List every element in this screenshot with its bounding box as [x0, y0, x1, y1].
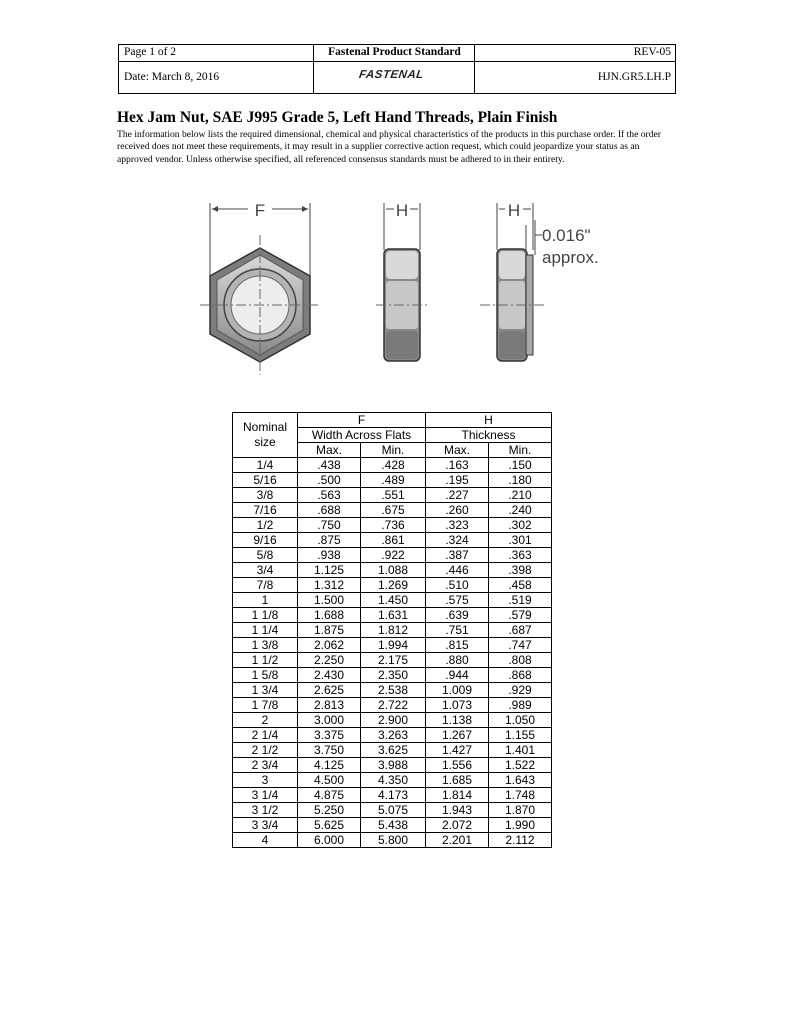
- cell-f-max: 1.312: [298, 578, 361, 593]
- cell-nominal-size: 1: [233, 593, 298, 608]
- cell-h-max: .639: [426, 608, 489, 623]
- table-row: [233, 653, 552, 668]
- cell-h-max: .446: [426, 563, 489, 578]
- cell-f-max: 1.500: [298, 593, 361, 608]
- cell-h-max: 1.814: [426, 788, 489, 803]
- cell-h-max: .163: [426, 458, 489, 473]
- cell-h-min: .808: [489, 653, 552, 668]
- label-f: F: [254, 201, 266, 220]
- cell-h-max: 2.201: [426, 833, 489, 848]
- side-view: [376, 201, 428, 361]
- cell-f-min: 5.438: [361, 818, 426, 833]
- table-row: [233, 818, 552, 833]
- cell-nominal-size: 1/4: [233, 458, 298, 473]
- cell-f-min: 2.350: [361, 668, 426, 683]
- cell-f-max: 3.750: [298, 743, 361, 758]
- cell-h-min: .210: [489, 488, 552, 503]
- page-number: Page 1 of 2: [124, 46, 177, 58]
- h-subheader: Thickness: [426, 428, 552, 443]
- cell-f-min: 1.450: [361, 593, 426, 608]
- h-header: H: [426, 413, 552, 428]
- cell-nominal-size: 2 1/4: [233, 728, 298, 743]
- cell-f-min: 2.538: [361, 683, 426, 698]
- label-h-detail: H: [507, 201, 521, 220]
- date: Date: March 8, 2016: [124, 71, 220, 83]
- cell-nominal-size: 3 1/2: [233, 803, 298, 818]
- cell-nominal-size: 3/4: [233, 563, 298, 578]
- revision: REV-05: [633, 46, 671, 58]
- cell-f-min: .675: [361, 503, 426, 518]
- cell-h-min: 1.748: [489, 788, 552, 803]
- cell-h-max: 2.072: [426, 818, 489, 833]
- table-row: [233, 623, 552, 638]
- h-min-header: Min.: [489, 443, 552, 458]
- cell-f-max: 2.625: [298, 683, 361, 698]
- table-row: [233, 473, 552, 488]
- cell-h-max: .510: [426, 578, 489, 593]
- header-row-bottom: [119, 62, 675, 93]
- cell-h-max: 1.556: [426, 758, 489, 773]
- cell-h-max: 1.685: [426, 773, 489, 788]
- cell-nominal-size: 7/16: [233, 503, 298, 518]
- cell-f-min: .551: [361, 488, 426, 503]
- cell-f-min: 3.263: [361, 728, 426, 743]
- standard-title: Fastenal Product Standard: [328, 46, 461, 58]
- cell-f-min: .489: [361, 473, 426, 488]
- cell-h-min: .687: [489, 623, 552, 638]
- table-row: [233, 503, 552, 518]
- cell-f-min: 4.350: [361, 773, 426, 788]
- cell-f-max: .938: [298, 548, 361, 563]
- cell-nominal-size: 1 3/4: [233, 683, 298, 698]
- cell-f-min: .861: [361, 533, 426, 548]
- header-cell-code: [475, 62, 675, 93]
- f-header: F: [298, 413, 426, 428]
- table-row: [233, 788, 552, 803]
- cell-f-max: 2.813: [298, 698, 361, 713]
- cell-nominal-size: 2 1/2: [233, 743, 298, 758]
- page-title: Hex Jam Nut, SAE J995 Grade 5, Left Hand Threads, Plain Finish: [117, 109, 558, 126]
- table-row: [233, 488, 552, 503]
- cell-h-min: .302: [489, 518, 552, 533]
- cell-f-max: 6.000: [298, 833, 361, 848]
- cell-h-min: .989: [489, 698, 552, 713]
- cell-f-max: .500: [298, 473, 361, 488]
- table-row: [233, 548, 552, 563]
- nominal-size-header: Nominal size: [233, 413, 298, 458]
- cell-f-max: 3.375: [298, 728, 361, 743]
- cell-f-max: 5.250: [298, 803, 361, 818]
- cell-f-max: 4.875: [298, 788, 361, 803]
- dimensions-table: [232, 412, 552, 848]
- side-view-detail: [480, 201, 599, 361]
- cell-f-max: .563: [298, 488, 361, 503]
- header-cell-logo: [314, 62, 475, 93]
- cell-h-min: .519: [489, 593, 552, 608]
- hex-jam-nut-drawing: [200, 195, 620, 385]
- cell-h-min: .301: [489, 533, 552, 548]
- front-view: [200, 201, 320, 375]
- cell-f-max: 1.875: [298, 623, 361, 638]
- cell-f-min: 1.812: [361, 623, 426, 638]
- cell-h-max: 1.267: [426, 728, 489, 743]
- table-row: [233, 563, 552, 578]
- cell-h-max: 1.073: [426, 698, 489, 713]
- table-row: [233, 743, 552, 758]
- chamfer-value: 0.016": [542, 226, 591, 245]
- cell-h-max: 1.009: [426, 683, 489, 698]
- cell-f-min: 2.900: [361, 713, 426, 728]
- cell-h-min: .579: [489, 608, 552, 623]
- table-row: [233, 713, 552, 728]
- cell-f-max: 4.500: [298, 773, 361, 788]
- cell-h-min: .150: [489, 458, 552, 473]
- cell-f-max: 3.000: [298, 713, 361, 728]
- cell-f-max: 2.062: [298, 638, 361, 653]
- cell-f-min: .736: [361, 518, 426, 533]
- cell-f-min: 1.631: [361, 608, 426, 623]
- cell-f-min: 5.800: [361, 833, 426, 848]
- cell-h-min: 1.050: [489, 713, 552, 728]
- cell-nominal-size: 5/8: [233, 548, 298, 563]
- cell-f-min: 1.269: [361, 578, 426, 593]
- cell-f-min: 1.088: [361, 563, 426, 578]
- cell-h-max: .880: [426, 653, 489, 668]
- table-row: [233, 728, 552, 743]
- cell-f-max: 2.430: [298, 668, 361, 683]
- cell-h-max: .575: [426, 593, 489, 608]
- table-row: [233, 458, 552, 473]
- cell-f-max: 4.125: [298, 758, 361, 773]
- document-header: [118, 44, 676, 94]
- cell-f-min: 2.722: [361, 698, 426, 713]
- cell-h-min: .868: [489, 668, 552, 683]
- cell-h-min: .363: [489, 548, 552, 563]
- cell-f-max: 1.688: [298, 608, 361, 623]
- cell-h-min: 1.643: [489, 773, 552, 788]
- chamfer-approx: approx.: [542, 248, 599, 267]
- cell-h-max: 1.427: [426, 743, 489, 758]
- table-row: [233, 758, 552, 773]
- document-code: HJN.GR5.LH.P: [597, 71, 671, 83]
- cell-f-min: 3.625: [361, 743, 426, 758]
- cell-nominal-size: 7/8: [233, 578, 298, 593]
- cell-h-min: 1.401: [489, 743, 552, 758]
- cell-f-max: .688: [298, 503, 361, 518]
- f-subheader: Width Across Flats: [298, 428, 426, 443]
- cell-h-max: .815: [426, 638, 489, 653]
- cell-f-min: .922: [361, 548, 426, 563]
- f-min-header: Min.: [361, 443, 426, 458]
- cell-nominal-size: 1 1/8: [233, 608, 298, 623]
- cell-h-max: 1.138: [426, 713, 489, 728]
- cell-h-min: 1.522: [489, 758, 552, 773]
- table-row: [233, 578, 552, 593]
- fastenal-logo: FASTENAL: [358, 69, 425, 81]
- cell-nominal-size: 3/8: [233, 488, 298, 503]
- cell-h-max: 1.943: [426, 803, 489, 818]
- cell-f-min: 1.994: [361, 638, 426, 653]
- header-row-top: [119, 45, 675, 62]
- cell-f-max: 2.250: [298, 653, 361, 668]
- table-row: [233, 638, 552, 653]
- cell-nominal-size: 2 3/4: [233, 758, 298, 773]
- cell-h-max: .944: [426, 668, 489, 683]
- table-row: [233, 593, 552, 608]
- cell-h-max: .260: [426, 503, 489, 518]
- table-row: [233, 773, 552, 788]
- table-row: [233, 668, 552, 683]
- cell-f-min: 4.173: [361, 788, 426, 803]
- cell-nominal-size: 3: [233, 773, 298, 788]
- f-max-header: Max.: [298, 443, 361, 458]
- h-max-header: Max.: [426, 443, 489, 458]
- cell-nominal-size: 4: [233, 833, 298, 848]
- cell-h-max: .227: [426, 488, 489, 503]
- table-row: [233, 803, 552, 818]
- cell-h-min: .398: [489, 563, 552, 578]
- cell-h-max: .323: [426, 518, 489, 533]
- cell-nominal-size: 3 1/4: [233, 788, 298, 803]
- cell-f-min: 3.988: [361, 758, 426, 773]
- cell-nominal-size: 1 5/8: [233, 668, 298, 683]
- cell-h-min: .458: [489, 578, 552, 593]
- header-cell-standard: [314, 45, 475, 61]
- cell-h-min: 1.870: [489, 803, 552, 818]
- cell-nominal-size: 9/16: [233, 533, 298, 548]
- cell-h-min: .747: [489, 638, 552, 653]
- cell-h-max: .195: [426, 473, 489, 488]
- table-row: [233, 608, 552, 623]
- header-cell-date: [119, 62, 314, 93]
- cell-nominal-size: 5/16: [233, 473, 298, 488]
- cell-f-max: .750: [298, 518, 361, 533]
- cell-nominal-size: 1 1/4: [233, 623, 298, 638]
- cell-f-min: .428: [361, 458, 426, 473]
- label-h-side: H: [395, 201, 409, 220]
- table-row: [233, 683, 552, 698]
- cell-h-max: .387: [426, 548, 489, 563]
- intro-paragraph: The information below lists the required dimensional, chemical and physical characteristics of the products in this purchase order. If the order received does not meet these requirements, it may result in a supplier corrective action request, which could jeopardize your status as an approved vendor. Unless otherwise specified, all referenced consensus standards must be adhered to in their entirety.: [117, 129, 662, 165]
- header-cell-page: [119, 45, 314, 61]
- cell-nominal-size: 1/2: [233, 518, 298, 533]
- table-row: [233, 518, 552, 533]
- cell-f-max: 5.625: [298, 818, 361, 833]
- cell-h-min: 1.155: [489, 728, 552, 743]
- cell-f-max: 1.125: [298, 563, 361, 578]
- table-row: [233, 833, 552, 848]
- cell-f-max: .438: [298, 458, 361, 473]
- cell-nominal-size: 2: [233, 713, 298, 728]
- cell-h-max: .751: [426, 623, 489, 638]
- cell-h-min: .180: [489, 473, 552, 488]
- cell-nominal-size: 1 3/8: [233, 638, 298, 653]
- header-cell-rev: [475, 45, 675, 61]
- cell-h-min: .240: [489, 503, 552, 518]
- cell-nominal-size: 1 7/8: [233, 698, 298, 713]
- table-row: [233, 533, 552, 548]
- dimensions-table-body: [233, 458, 552, 848]
- cell-h-min: 2.112: [489, 833, 552, 848]
- cell-nominal-size: 1 1/2: [233, 653, 298, 668]
- cell-h-max: .324: [426, 533, 489, 548]
- cell-h-min: 1.990: [489, 818, 552, 833]
- cell-f-max: .875: [298, 533, 361, 548]
- cell-f-min: 5.075: [361, 803, 426, 818]
- cell-h-min: .929: [489, 683, 552, 698]
- table-row: [233, 698, 552, 713]
- cell-nominal-size: 3 3/4: [233, 818, 298, 833]
- cell-f-min: 2.175: [361, 653, 426, 668]
